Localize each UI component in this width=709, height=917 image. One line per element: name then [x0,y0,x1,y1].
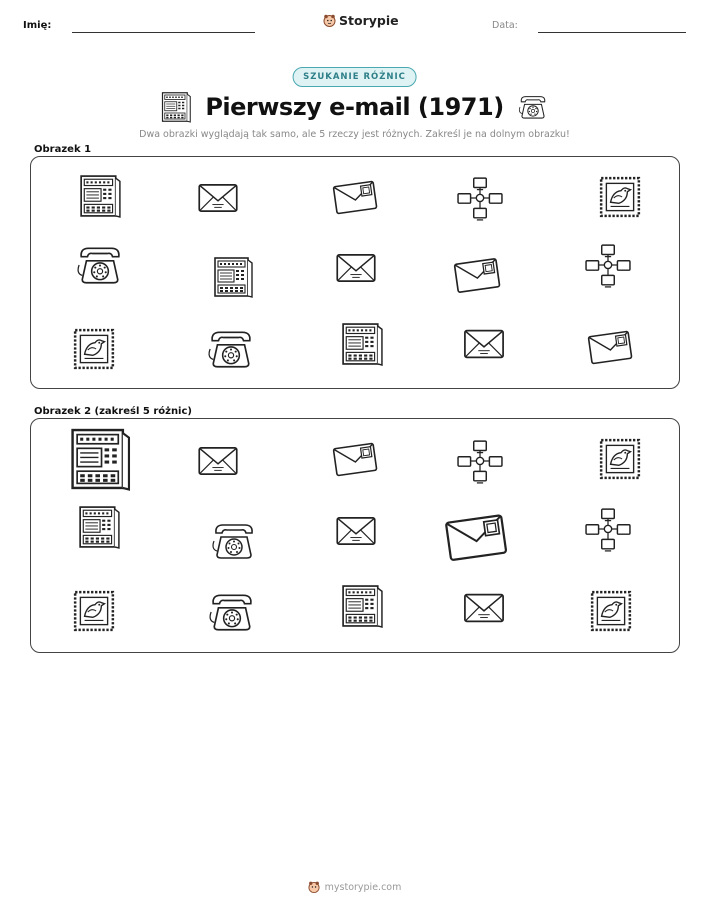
picture-2-label: Obrazek 2 (zakreśl 5 różnic) [34,406,192,417]
brand-logo [323,13,399,28]
storypie-logo-icon [323,14,336,28]
date-label: Data: [492,20,518,31]
computer-icon [79,174,121,218]
date-line[interactable] [538,32,686,33]
bird-stamp-icon [598,437,642,481]
stamped-envelope-icon [453,256,501,294]
computer-icon [69,427,131,491]
stamped-envelope-icon [587,329,633,365]
telephone-icon [518,94,548,120]
computer-icon [341,583,383,629]
network-icon [455,439,505,485]
page-title: Pierwszy e-mail (1971) [205,93,504,121]
title-row [0,88,709,126]
storypie-logo-icon [308,881,320,894]
footer-url[interactable]: mystorypie.com [324,882,402,893]
computer-icon [213,255,253,299]
picture-1-panel [30,156,680,389]
instructions: Dwa obrazki wyglądają tak samo, ale 5 rzeczy jest różnych. Zakreśl je na dolnym obrazku! [139,129,570,140]
network-icon [455,176,505,222]
footer [0,881,709,894]
name-label: Imię: [23,20,52,31]
computer-icon [78,505,120,549]
envelope-icon [463,328,505,360]
stamped-envelope-icon [332,179,378,215]
telephone-icon [207,328,255,370]
picture-2-panel [30,418,680,653]
stamped-envelope-icon [332,441,378,477]
bird-stamp-icon [589,589,633,633]
computer-icon [161,91,191,123]
stamped-envelope-icon [444,511,508,563]
envelope-icon [335,516,377,546]
bird-stamp-icon [72,326,116,372]
telephone-icon [76,244,124,286]
name-line[interactable] [72,32,255,33]
brand-name: Storypie [339,13,399,28]
network-icon [583,507,633,553]
network-icon [583,243,633,289]
activity-badge: SZUKANIE RÓŻNIC [292,67,417,87]
envelope-icon [197,183,239,213]
envelope-icon [335,253,377,283]
picture-1-label: Obrazek 1 [34,144,92,155]
envelope-icon [463,592,505,624]
envelope-icon [197,446,239,476]
telephone-icon [211,521,257,561]
bird-stamp-icon [72,589,116,633]
telephone-icon [208,591,256,633]
computer-icon [341,321,383,367]
bird-stamp-icon [598,175,642,219]
